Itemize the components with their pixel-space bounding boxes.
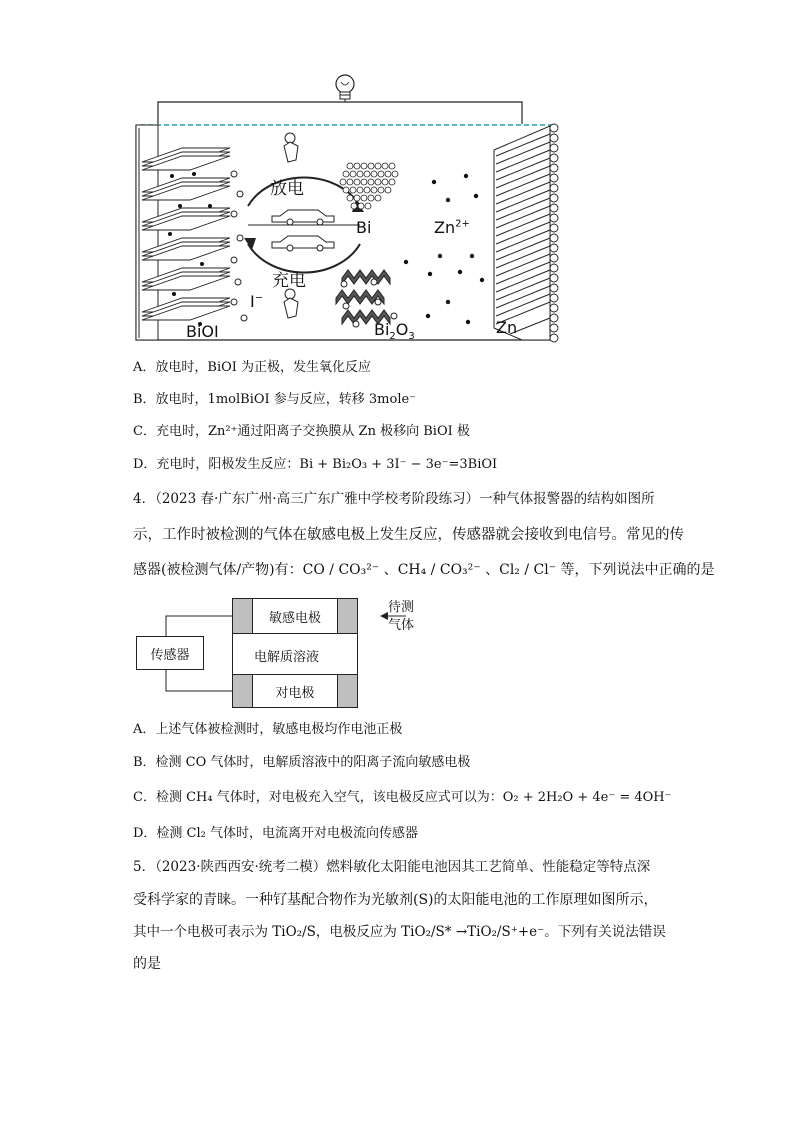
q3-option-d: D．充电时，阳极发生反应：Bi + Bi₂O₃ + 3I⁻ − 3e⁻=3BiOI — [133, 457, 498, 472]
zn-label: Zn — [496, 318, 518, 337]
bi2o3-particles — [336, 270, 397, 327]
iodide-charge: − — [254, 292, 264, 304]
bi2o3-b: O — [395, 320, 409, 339]
q4-option-d: D．检测 Cl₂ 气体时，电流离开对电极流向传感器 — [133, 826, 419, 841]
bi2o3-a: Bi — [374, 320, 390, 339]
q4-stem-line-2: 示，工作时被检测的气体在敏感电极上发生反应，传感器就会接收到电信号。常见的传 — [133, 527, 684, 543]
q4-stem-line-1: 4．（2023 春·广东广州·高三广东广雅中学校考阶段练习）一种气体报警器的结构如图所 — [133, 491, 655, 507]
charge-label: 充电 — [272, 271, 306, 291]
q5-stem-line-3: 其中一个电极可表示为 TiO₂/S，电极反应为 TiO₂/S* →TiO₂/S⁺+e⁻。下列有关说法错误 — [133, 924, 666, 940]
q4-option-b: B．检测 CO 气体时，电解质溶液中的阳离子流向敏感电极 — [133, 755, 471, 770]
bi2o3-sub2: 2 — [389, 331, 396, 343]
zn-electrode — [494, 126, 550, 340]
iodide-text: I — [250, 292, 255, 311]
q5-stem-line-1: 5．（2023·陕西西安·统考二模）燃料敏化太阳能电池因其工艺简单、性能稳定等特点深 — [133, 859, 651, 875]
gas-label-2: 气体 — [388, 618, 415, 633]
sensitive-right-shade — [336, 598, 358, 634]
discharge-label: 放电 — [270, 179, 304, 199]
battery-diagram — [130, 66, 570, 346]
q4-stem-line-3: 感器(被检测气体/产物)有：CO / CO₃²⁻ 、CH₄ / CO₃²⁻ 、Cl₂ / Cl⁻ 等，下列说法中正确的是 — [133, 562, 715, 578]
zn-ion-dots — [404, 174, 484, 324]
counter-left-shade — [232, 674, 254, 708]
q4-option-a: A．上述气体被检测时，敏感电极均作电池正极 — [133, 722, 403, 737]
bi-label: Bi — [356, 218, 372, 237]
iodide-label — [250, 292, 263, 311]
car-icon — [272, 210, 334, 251]
counter-electrode: 对电极 — [252, 674, 338, 708]
q4-option-c: C．检测 CH₄ 气体时，对电极充入空气，该电极反应式可以为：O₂ + 2H₂O + 4e⁻ = 4OH⁻ — [133, 790, 672, 805]
zn-ion-charge: 2+ — [455, 218, 470, 230]
battery-figure — [130, 66, 570, 346]
sensitive-electrode: 敏感电极 — [252, 598, 338, 634]
q5-stem-line-2: 受科学家的青睐。一种钌基配合物作为光敏剂(S)的太阳能电池的工作原理如图所示， — [133, 892, 658, 908]
zn-ion-label — [434, 218, 470, 237]
counter-right-shade — [336, 674, 358, 708]
bioi-label: BiOI — [186, 322, 219, 341]
q5-stem-line-4: 的是 — [133, 956, 161, 972]
bi2o3-label — [374, 320, 415, 342]
sensitive-left-shade — [232, 598, 254, 634]
gas-label-1: 待测 — [388, 600, 415, 615]
q3-option-a: A．放电时，BiOI 为正极，发生氧化反应 — [133, 360, 372, 375]
light-bulb-icon — [336, 75, 354, 102]
electrolyte-label: 电解质溶液 — [254, 650, 320, 665]
gas-sensor-figure — [134, 596, 434, 708]
q3-option-c: C．充电时，Zn²⁺通过阳离子交换膜从 Zn 极移向 BiOI 极 — [133, 424, 470, 439]
bi2o3-sub3: 3 — [408, 331, 415, 343]
q3-option-b: B．放电时，1molBiOI 参与反应，转移 3mole⁻ — [133, 392, 417, 407]
bi-particles — [340, 163, 398, 209]
zn-ion-text: Zn — [434, 218, 456, 237]
sensor-box: 传感器 — [136, 636, 204, 670]
